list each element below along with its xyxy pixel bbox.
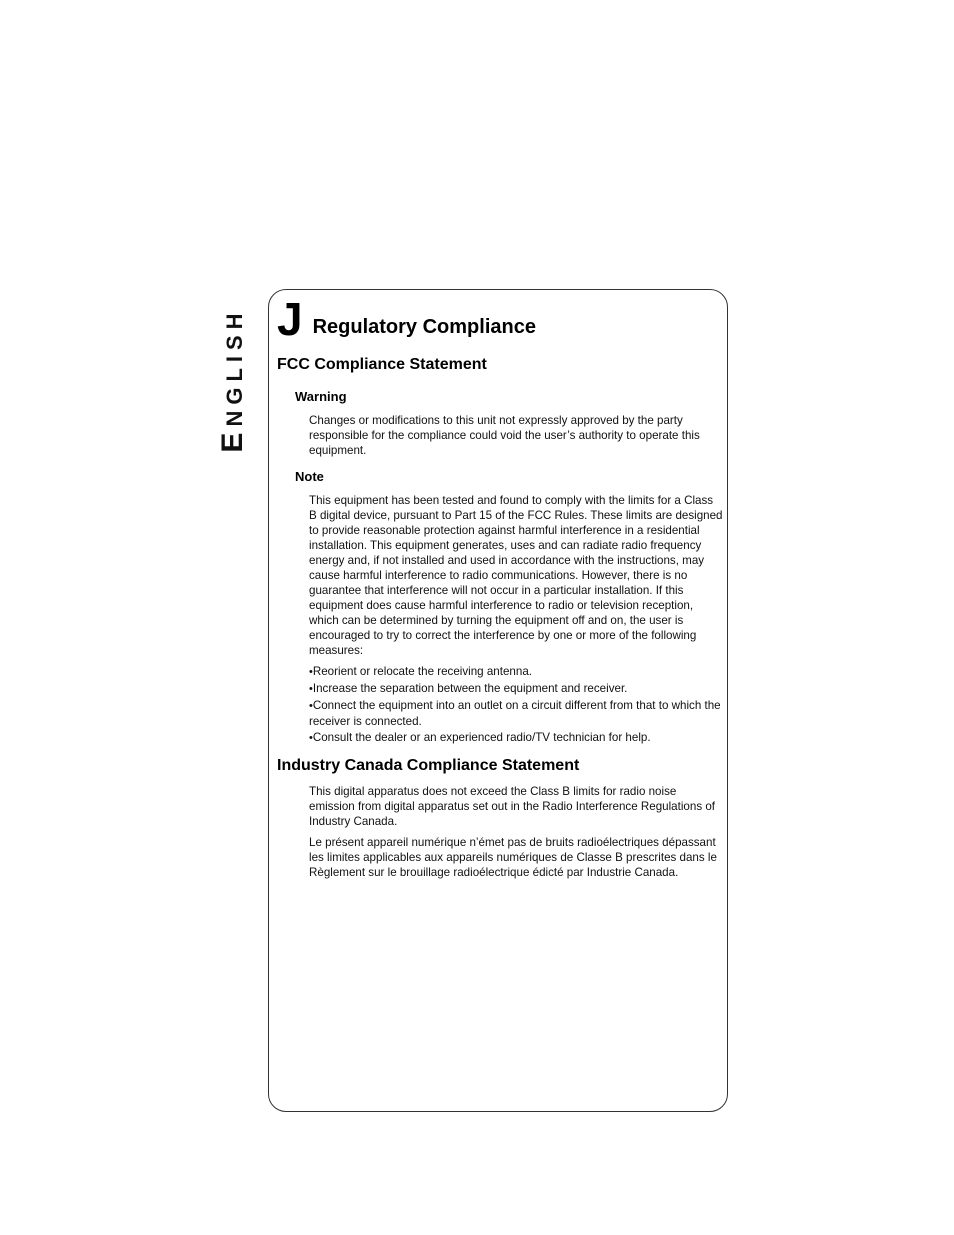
list-item	[309, 664, 723, 680]
list-item	[309, 730, 723, 746]
measures-list	[309, 664, 723, 747]
warning-paragraph: Changes or modifications to this unit not expressly approved by the party responsible for the compliance could void the user’s authority to operate this equipment.	[309, 414, 700, 457]
content-panel	[268, 289, 728, 1112]
language-label-initial: E	[216, 426, 249, 453]
bullet-symbol: •	[309, 666, 313, 678]
industry-canada-fr-paragraph: Le présent appareil numérique n’émet pas de bruits radioélectriques dépassant les limites applicables aux appareils numériques de Classe B prescrites dans le Règlement sur le brouillage radioélectrique édicté par Industrie Canada.	[309, 836, 717, 879]
list-item	[309, 698, 723, 729]
bullet-symbol: •	[309, 700, 313, 712]
bullet-symbol: •	[309, 683, 313, 695]
chapter-letter: J	[277, 293, 303, 345]
chapter-title: Regulatory Compliance	[312, 316, 536, 338]
bullet-text: Reorient or relocate the receiving antenna.	[312, 665, 532, 678]
language-label	[216, 307, 250, 452]
bullet-text: Consult the dealer or an experienced radio/TV technician for help.	[312, 731, 651, 744]
industry-canada-heading: Industry Canada Compliance Statement	[277, 757, 580, 774]
note-heading: Note	[295, 469, 324, 484]
fcc-heading: FCC Compliance Statement	[277, 356, 487, 373]
warning-heading: Warning	[295, 389, 347, 404]
bullet-text: Increase the separation between the equipment and receiver.	[312, 682, 628, 695]
note-paragraph: This equipment has been tested and found to comply with the limits for a Class B digital device, pursuant to Part 15 of the FCC Rules. These limits are designed to provide reasonable protection against harmful interference in a residential installation. This equipment generates, uses and can radiate radio frequency energy and, if not installed and used in accordance with the instructions, may cause harmful interference to radio communications. However, there is no guarantee that interference will not occur in a particular installation. If this equipment does cause harmful interference to radio or television reception, which can be determined by turning the equipment off and on, the user is encouraged to try to correct the interference by one or more of the following measures:	[309, 494, 723, 657]
bullet-symbol: •	[309, 732, 313, 744]
industry-canada-fr-text	[309, 835, 723, 880]
list-item	[309, 681, 723, 697]
industry-canada-en-paragraph: This digital apparatus does not exceed the Class B limits for radio noise emission from digital apparatus set out in the Radio Interference Regulations of Industry Canada.	[309, 785, 716, 828]
language-side-tab	[213, 290, 253, 470]
industry-canada-en-text	[309, 784, 723, 829]
bullet-text: Connect the equipment into an outlet on a circuit different from that to which the receiver is connected.	[309, 699, 721, 728]
note-text	[309, 493, 723, 658]
chapter-header	[277, 293, 536, 345]
language-label-rest: NGLISH	[222, 307, 247, 427]
warning-text	[309, 413, 723, 458]
